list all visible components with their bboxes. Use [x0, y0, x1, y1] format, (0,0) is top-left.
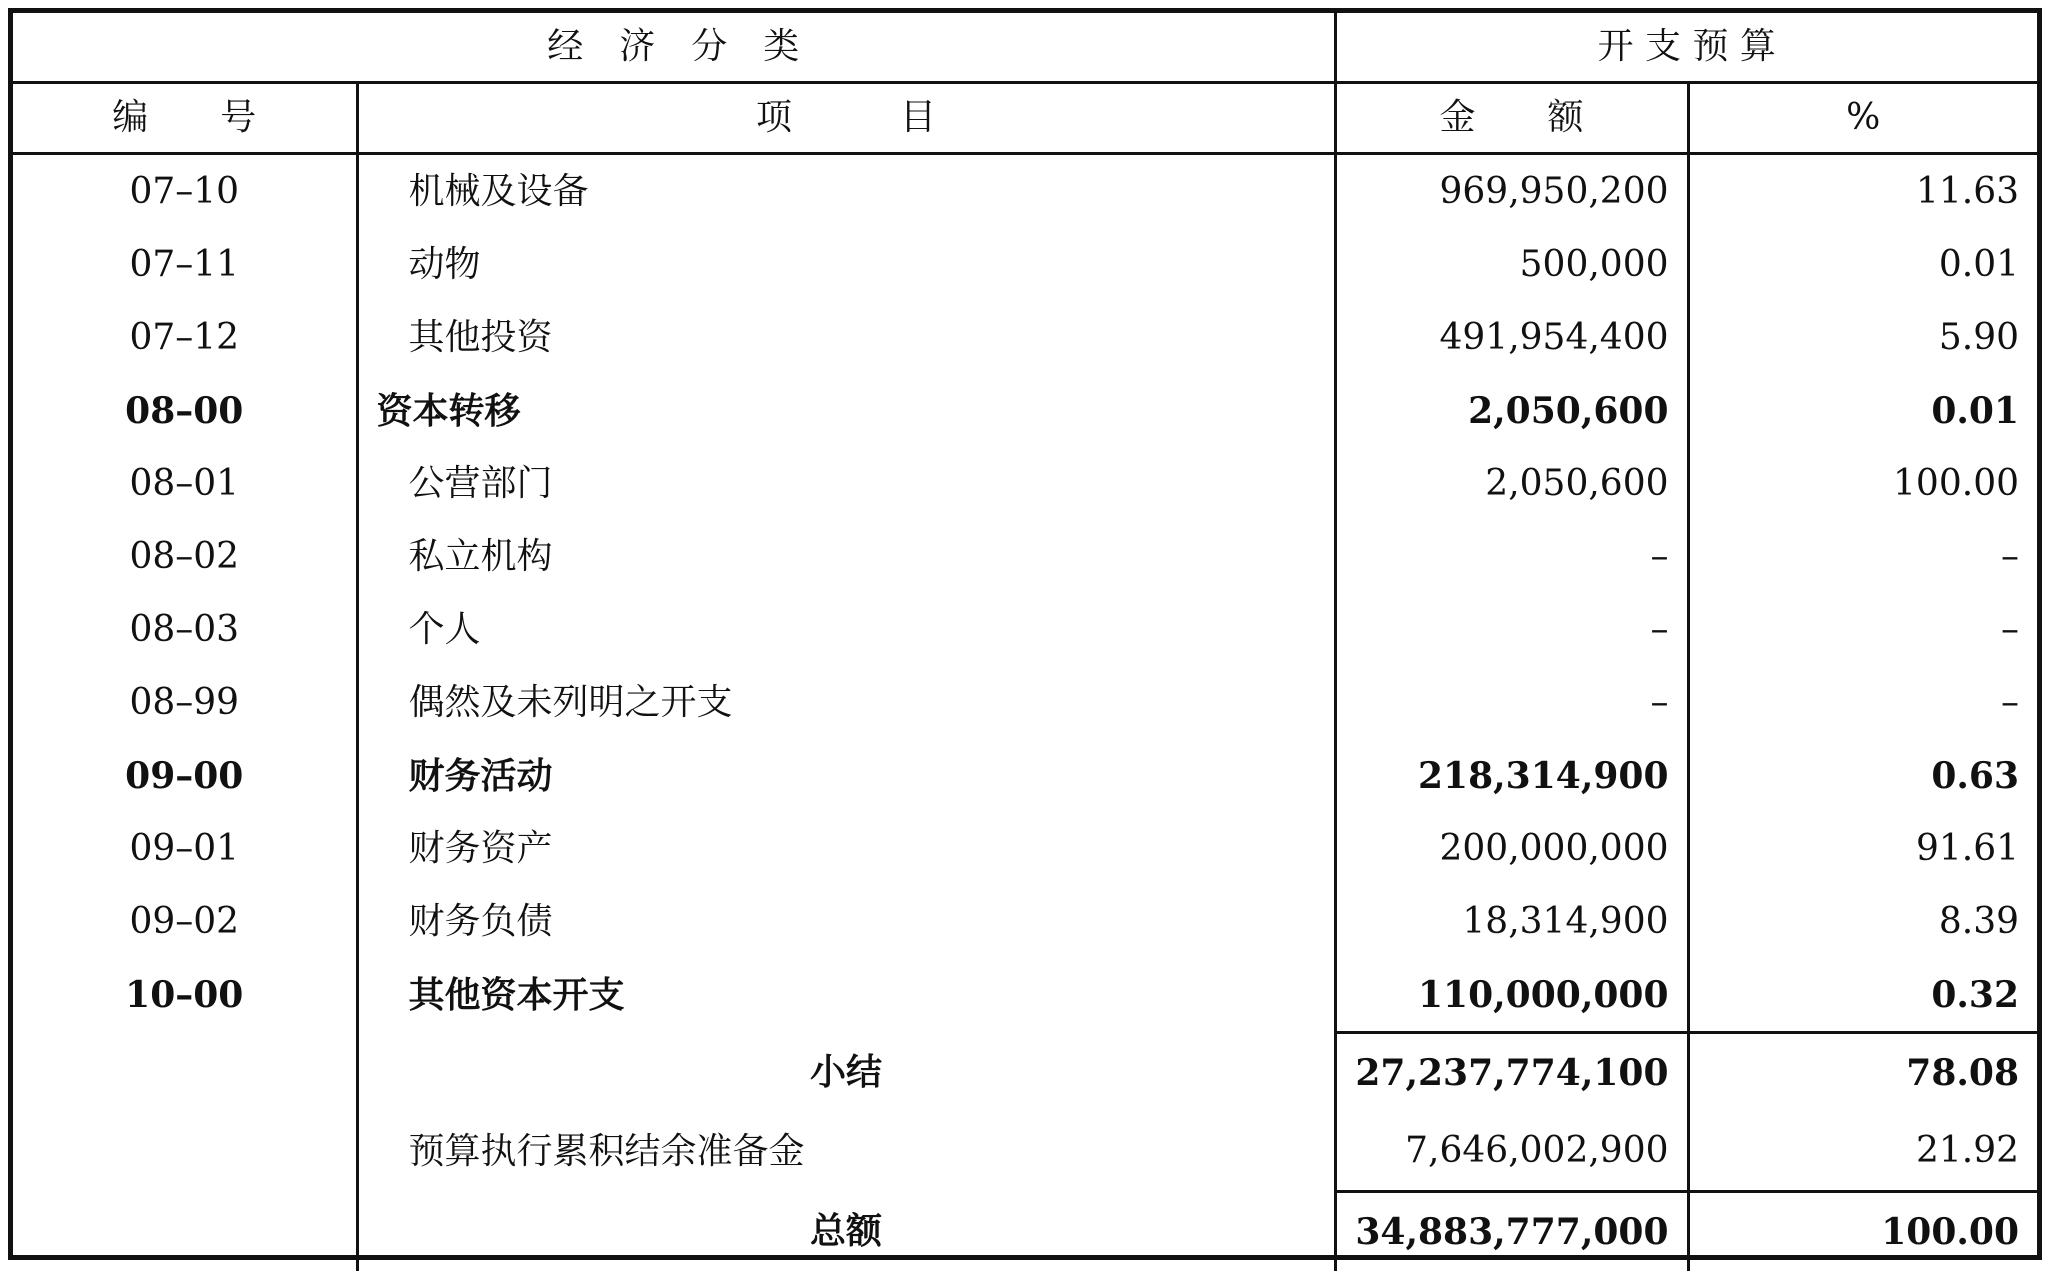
row-amount: –: [1335, 666, 1688, 739]
table-row: [13, 812, 2037, 885]
row-percent: 0.01: [1688, 374, 2037, 447]
row-code: 07–12: [13, 301, 357, 374]
subtotal-amount: 27,237,774,100: [1335, 1033, 1688, 1113]
row-code: 08–01: [13, 447, 357, 520]
reserve-row: [13, 1112, 2037, 1192]
row-item-name: 财务活动: [357, 739, 1335, 812]
reserve-code: [13, 1112, 357, 1192]
row-item-name: 私立机构: [357, 520, 1335, 593]
total-percent: 100.00: [1688, 1192, 2037, 1271]
table-row: [13, 739, 2037, 812]
row-percent: 91.61: [1688, 812, 2037, 885]
table-body: [13, 154, 2037, 1271]
table-row: [13, 593, 2037, 666]
row-percent: –: [1688, 520, 2037, 593]
subtotal-percent: 78.08: [1688, 1033, 2037, 1113]
total-label: 总额: [357, 1192, 1335, 1271]
row-amount: –: [1335, 520, 1688, 593]
budget-table-frame: [8, 8, 2042, 1260]
row-amount: 2,050,600: [1335, 447, 1688, 520]
row-amount: 2,050,600: [1335, 374, 1688, 447]
row-amount: 200,000,000: [1335, 812, 1688, 885]
header-percent: %: [1688, 83, 2037, 154]
row-percent: –: [1688, 666, 2037, 739]
row-item-name: 财务负债: [357, 885, 1335, 958]
row-item-name: 个人: [357, 593, 1335, 666]
table-row: [13, 885, 2037, 958]
row-percent: 5.90: [1688, 301, 2037, 374]
header-amount: 金 额: [1335, 83, 1688, 154]
row-percent: –: [1688, 593, 2037, 666]
row-code: 08–99: [13, 666, 357, 739]
row-item-name: 财务资产: [357, 812, 1335, 885]
table-row: [13, 301, 2037, 374]
table-row: [13, 228, 2037, 301]
row-amount: 500,000: [1335, 228, 1688, 301]
row-code: 07–10: [13, 154, 357, 229]
row-code: 09–02: [13, 885, 357, 958]
row-percent: 8.39: [1688, 885, 2037, 958]
row-amount: 969,950,200: [1335, 154, 1688, 229]
table-row: [13, 958, 2037, 1033]
header-code: 编 号: [13, 83, 357, 154]
reserve-label: 预算执行累积结余准备金: [357, 1112, 1335, 1192]
row-percent: 0.63: [1688, 739, 2037, 812]
total-amount: 34,883,777,000: [1335, 1192, 1688, 1271]
header-econ-class: 经 济 分 类: [13, 13, 1335, 83]
row-percent: 11.63: [1688, 154, 2037, 229]
row-code: 10–00: [13, 958, 357, 1033]
total-code: [13, 1192, 357, 1271]
table-row: [13, 154, 2037, 229]
header-budget: 开 支 预 算: [1335, 13, 2037, 83]
header-row-2: [13, 83, 2037, 154]
row-percent: 0.01: [1688, 228, 2037, 301]
table-row: [13, 666, 2037, 739]
row-code: 09–00: [13, 739, 357, 812]
row-amount: 218,314,900: [1335, 739, 1688, 812]
budget-table: [13, 13, 2037, 1271]
table-row: [13, 447, 2037, 520]
row-code: 08–00: [13, 374, 357, 447]
row-code: 09–01: [13, 812, 357, 885]
row-item-name: 动物: [357, 228, 1335, 301]
header-item: 项 目: [357, 83, 1335, 154]
row-code: 08–03: [13, 593, 357, 666]
header-row-1: [13, 13, 2037, 83]
subtotal-row: [13, 1033, 2037, 1113]
row-item-name: 其他投资: [357, 301, 1335, 374]
row-amount: 110,000,000: [1335, 958, 1688, 1033]
row-percent: 0.32: [1688, 958, 2037, 1033]
row-code: 07–11: [13, 228, 357, 301]
table-row: [13, 520, 2037, 593]
reserve-percent: 21.92: [1688, 1112, 2037, 1192]
subtotal-label: 小结: [357, 1033, 1335, 1113]
row-amount: 18,314,900: [1335, 885, 1688, 958]
row-code: 08–02: [13, 520, 357, 593]
subtotal-code: [13, 1033, 357, 1113]
reserve-amount: 7,646,002,900: [1335, 1112, 1688, 1192]
row-item-name: 公营部门: [357, 447, 1335, 520]
total-row: [13, 1192, 2037, 1271]
row-percent: 100.00: [1688, 447, 2037, 520]
row-item-name: 机械及设备: [357, 154, 1335, 229]
row-item-name: 资本转移: [357, 374, 1335, 447]
row-amount: 491,954,400: [1335, 301, 1688, 374]
row-amount: –: [1335, 593, 1688, 666]
table-row: [13, 374, 2037, 447]
row-item-name: 其他资本开支: [357, 958, 1335, 1033]
row-item-name: 偶然及未列明之开支: [357, 666, 1335, 739]
